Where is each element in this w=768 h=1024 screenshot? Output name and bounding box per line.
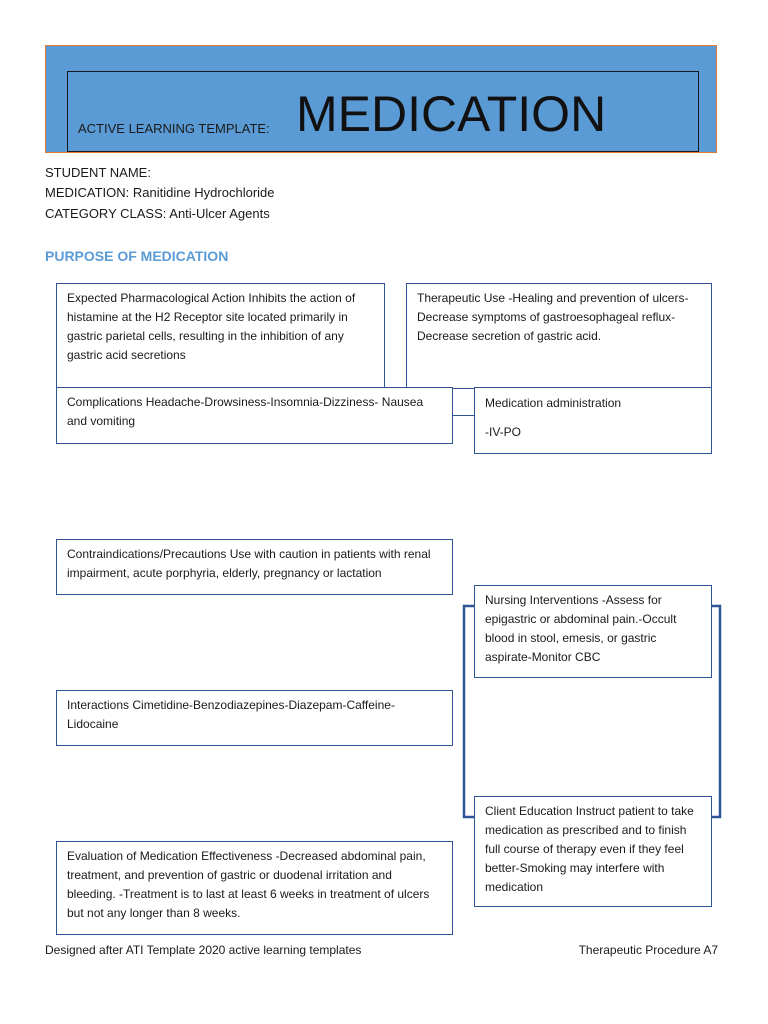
- nursing-interventions-box: [474, 585, 712, 678]
- section-title: PURPOSE OF MEDICATION: [45, 248, 229, 264]
- contraindications-box: [56, 539, 453, 595]
- header-banner: [45, 45, 717, 153]
- client-education-text: Client Education Instruct patient to take medication as prescribed and to finish full course of therapy even if they feel better-Smoking may interfere with medication: [485, 804, 694, 894]
- expected-action-text: Expected Pharmacological Action Inhibits the action of histamine at the H2 Receptor site located primarily in gastric parietal cells, resulting in the inhibition of any gastric acid secretions: [67, 291, 356, 362]
- contraindications-text: Contraindications/Precautions Use with caution in patients with renal impairment, acute porphyria, elderly, pregnancy or lactation: [67, 547, 431, 580]
- evaluation-text: Evaluation of Medication Effectiveness -Decreased abdominal pain, treatment, and prevention of gastric or duodenal irritation and bleeding. -Treatment is to last at least 6 weeks in treatment of ulcers but not any longer than 8 weeks.: [67, 849, 430, 920]
- connector-line: [453, 415, 475, 416]
- medication-name: MEDICATION: Ranitidine Hydrochloride: [45, 185, 275, 200]
- administration-routes: -IV-PO: [485, 425, 522, 439]
- interactions-text: Interactions Cimetidine-Benzodiazepines-Diazepam-Caffeine-Lidocaine: [67, 698, 395, 731]
- evaluation-box: [56, 841, 453, 935]
- therapeutic-use-text: Therapeutic Use -Healing and prevention of ulcers-Decrease symptoms of gastroesophageal reflux-Decrease secretion of gastric acid.: [417, 291, 689, 343]
- category-class: CATEGORY CLASS: Anti-Ulcer Agents: [45, 206, 270, 221]
- footer-left: Designed after ATI Template 2020 active learning templates: [45, 943, 362, 957]
- complications-text: Complications Headache-Drowsiness-Insomnia-Dizziness- Nausea and vomiting: [67, 395, 424, 428]
- student-name-label: STUDENT NAME:: [45, 165, 151, 180]
- complications-box: [56, 387, 453, 444]
- client-education-box: [474, 796, 712, 907]
- expected-action-box: [56, 283, 385, 389]
- template-label: ACTIVE LEARNING TEMPLATE:: [78, 121, 270, 136]
- footer-right: Therapeutic Procedure A7: [578, 943, 718, 957]
- interactions-box: [56, 690, 453, 746]
- administration-title: Medication administration: [485, 396, 622, 410]
- nursing-interventions-text: Nursing Interventions -Assess for epigastric or abdominal pain.-Occult blood in stool, emesis, or gastric aspirate-Monitor CBC: [485, 593, 677, 664]
- therapeutic-use-box: [406, 283, 712, 389]
- header-title-frame: [67, 71, 699, 152]
- administration-box: [474, 387, 712, 454]
- page-title: MEDICATION: [296, 86, 607, 142]
